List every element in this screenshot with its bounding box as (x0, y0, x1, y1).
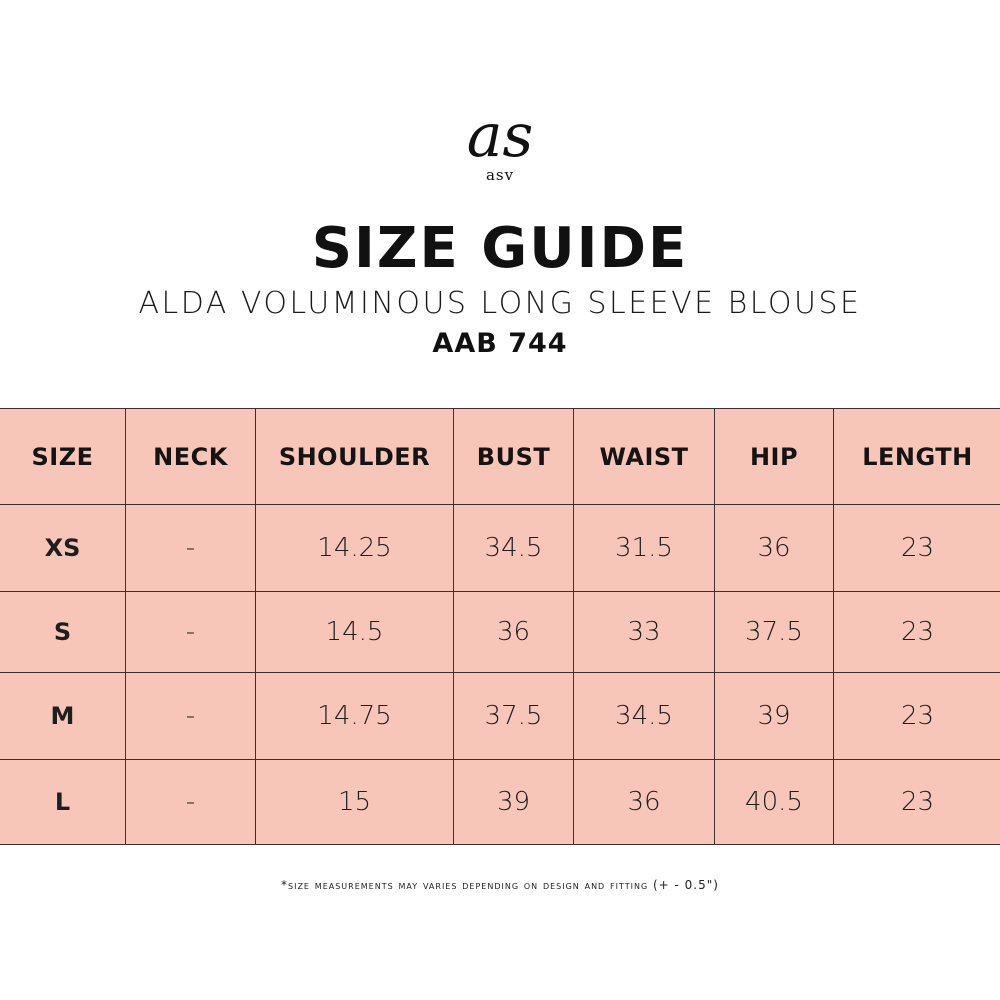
neck-cell: - (126, 592, 256, 673)
size-table (0, 408, 1000, 845)
waist-cell: 34.5 (574, 673, 715, 760)
table-header-row (0, 409, 1000, 505)
column-header-bust: BUST (454, 409, 574, 505)
size-cell: S (0, 592, 126, 673)
waist-cell: 31.5 (574, 505, 715, 592)
column-header-hip: HIP (715, 409, 834, 505)
column-header-neck: NECK (126, 409, 256, 505)
length-cell: 23 (834, 673, 1000, 760)
waist-cell: 36 (574, 760, 715, 845)
size-cell: XS (0, 505, 126, 592)
table-row (0, 505, 1000, 592)
measurement-footnote: *size measurements may varies depending on design and fitting (+ - 0.5") (281, 878, 719, 892)
bust-cell: 34.5 (454, 505, 574, 592)
column-header-shoulder: SHOULDER (256, 409, 454, 505)
brand-logo-glyph: as (466, 104, 534, 166)
hip-cell: 40.5 (715, 760, 834, 845)
bust-cell: 39 (454, 760, 574, 845)
neck-cell: - (126, 673, 256, 760)
shoulder-cell: 14.75 (256, 673, 454, 760)
hip-cell: 36 (715, 505, 834, 592)
product-code: AAB 744 (432, 328, 568, 359)
column-header-waist: WAIST (574, 409, 715, 505)
column-header-length: LENGTH (834, 409, 1000, 505)
size-cell: L (0, 760, 126, 845)
waist-cell: 33 (574, 592, 715, 673)
brand-logo-mark (455, 104, 545, 166)
shoulder-cell: 14.25 (256, 505, 454, 592)
table-row (0, 760, 1000, 845)
length-cell: 23 (834, 592, 1000, 673)
page-title: SIZE GUIDE (311, 216, 689, 281)
shoulder-cell: 15 (256, 760, 454, 845)
neck-cell: - (126, 760, 256, 845)
size-cell: M (0, 673, 126, 760)
hip-cell: 39 (715, 673, 834, 760)
length-cell: 23 (834, 505, 1000, 592)
length-cell: 23 (834, 760, 1000, 845)
table-row (0, 592, 1000, 673)
shoulder-cell: 14.5 (256, 592, 454, 673)
bust-cell: 37.5 (454, 673, 574, 760)
product-name: ALDA VOLUMINOUS LONG SLEEVE BLOUSE (138, 286, 862, 321)
brand-name: asv (485, 166, 515, 184)
table-row (0, 673, 1000, 760)
hip-cell: 37.5 (715, 592, 834, 673)
bust-cell: 36 (454, 592, 574, 673)
neck-cell: - (126, 505, 256, 592)
column-header-size: SIZE (0, 409, 126, 505)
